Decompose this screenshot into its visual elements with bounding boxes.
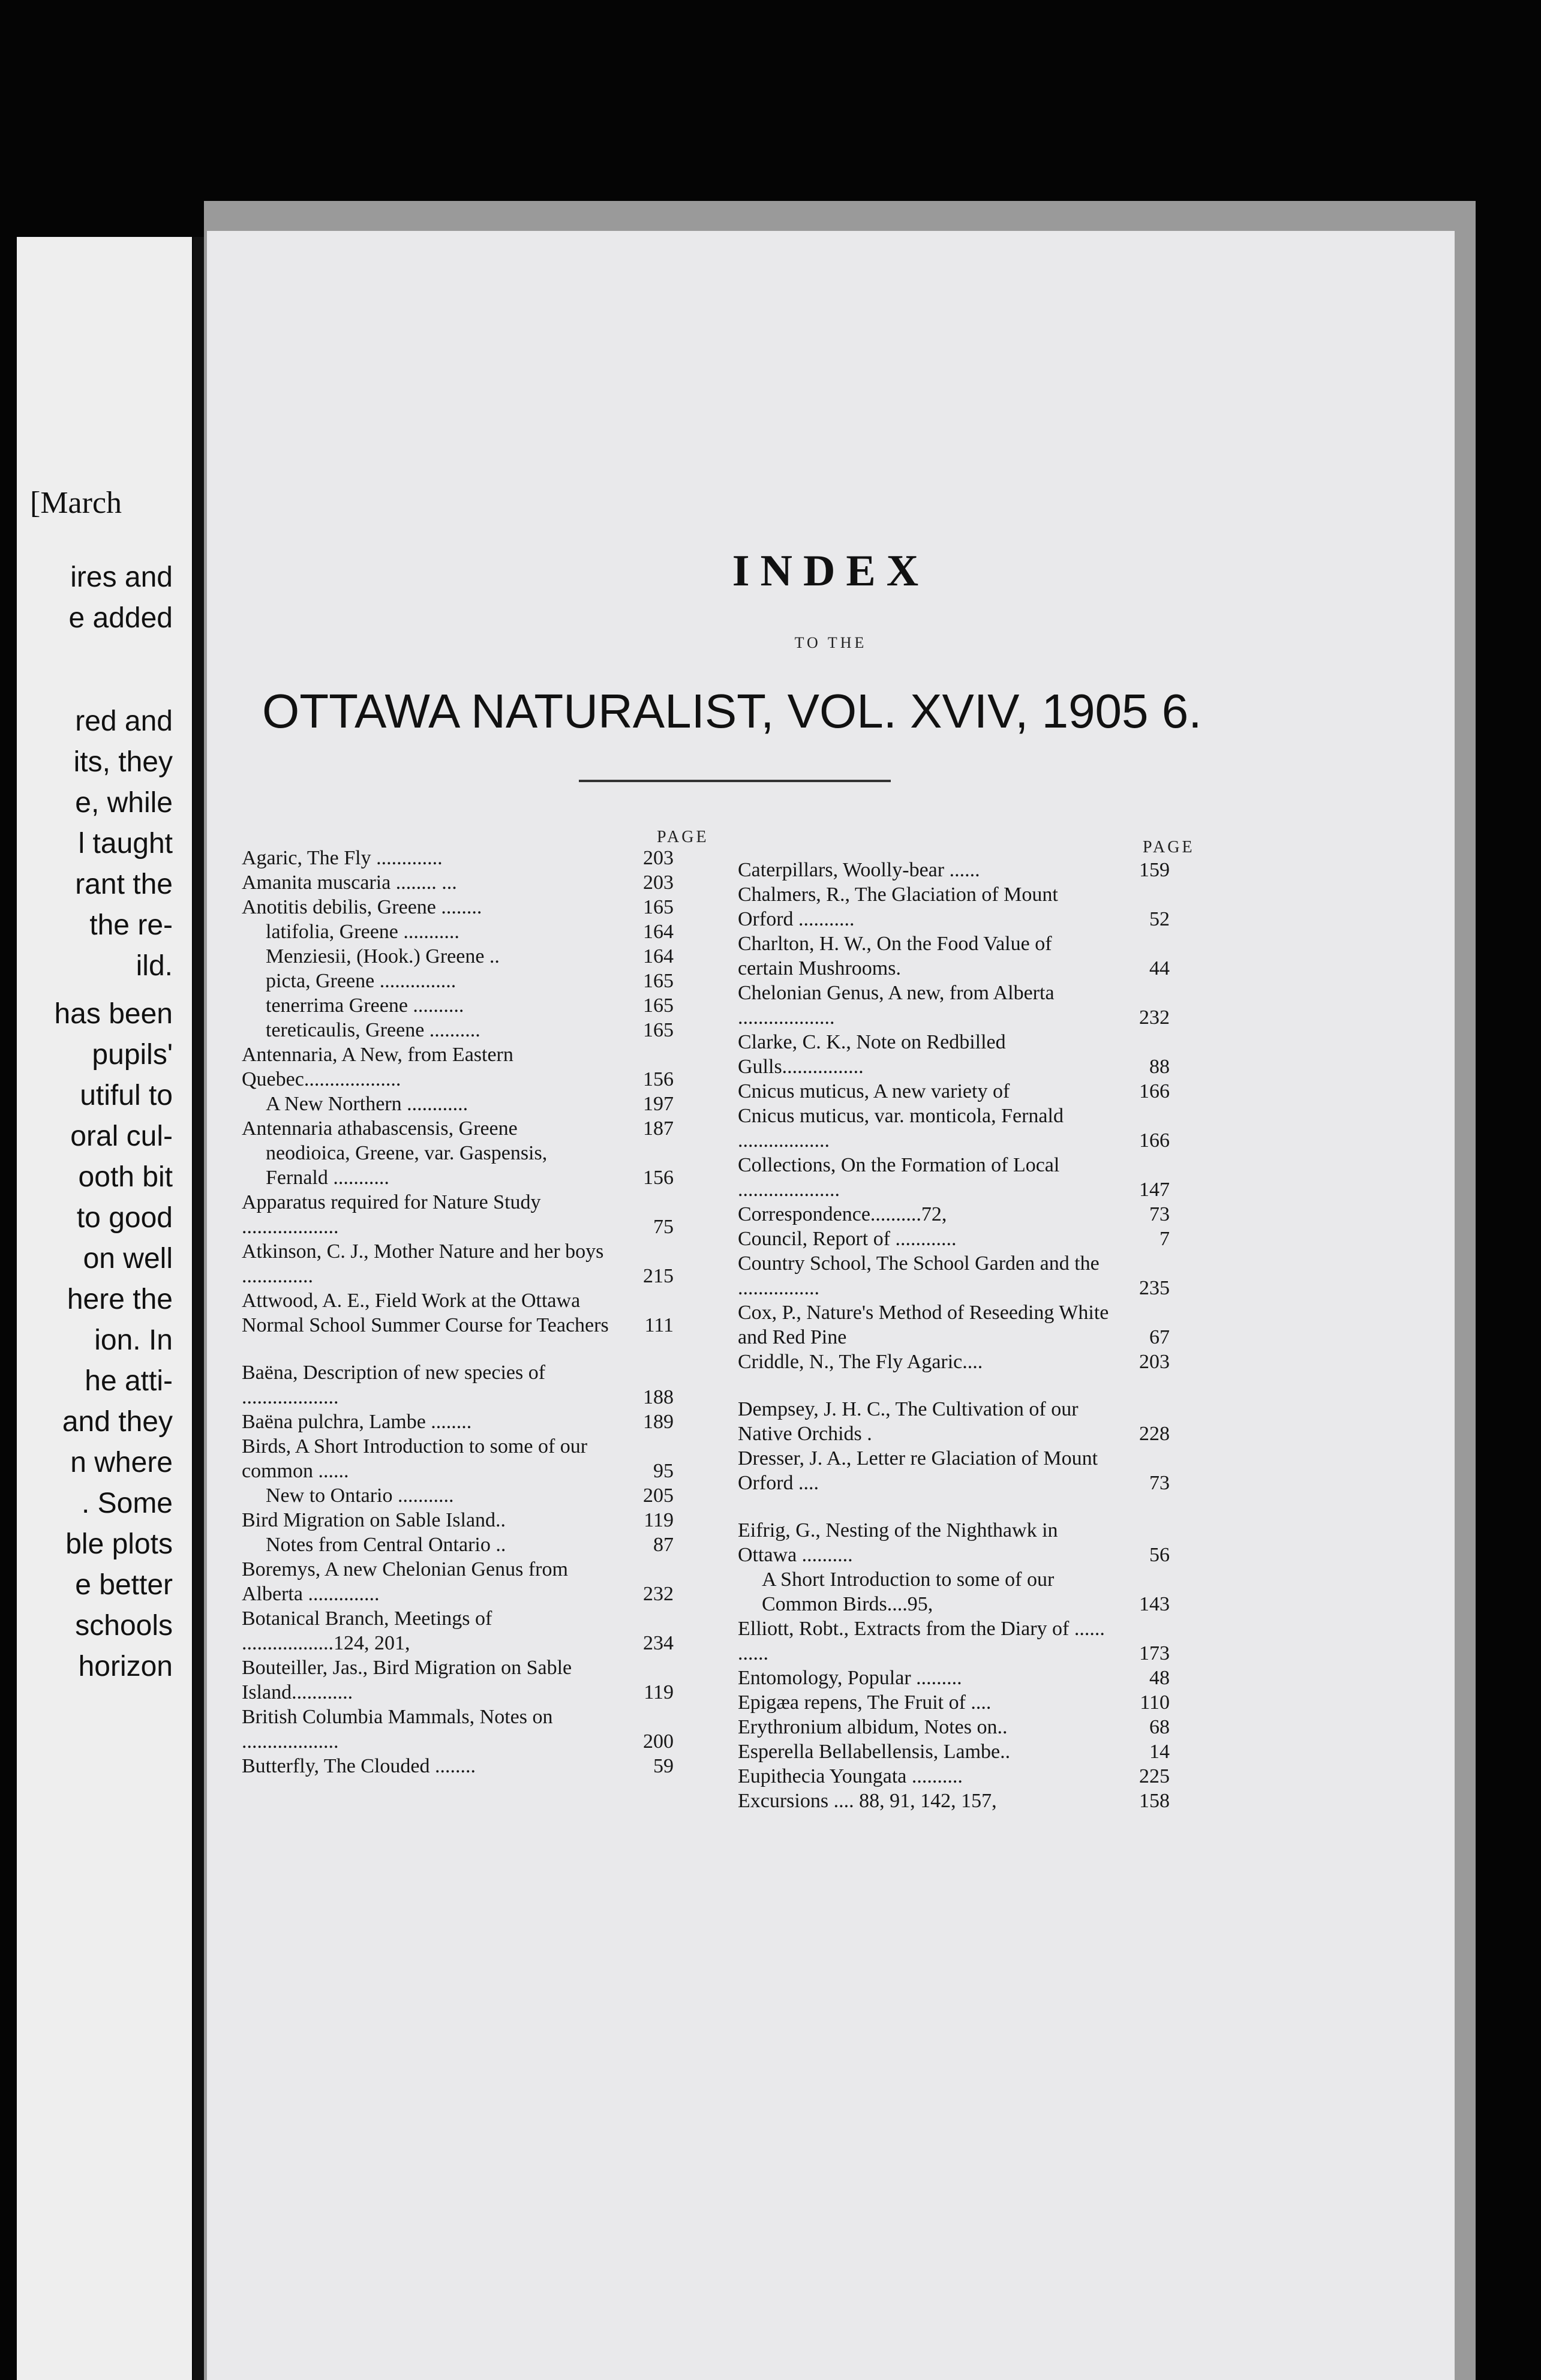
index-entry-page: 119: [644, 1681, 674, 1703]
index-entry-title: Anotitis debilis, Greene ........: [242, 896, 482, 918]
index-entry: [242, 846, 674, 870]
index-entry-title: Correspondence..........72,: [738, 1203, 947, 1225]
facing-page-header: [March: [30, 486, 122, 520]
index-entry: [738, 882, 1170, 931]
index-entry-title: Chelonian Genus, A new, from Alberta ...................: [738, 982, 1055, 1029]
index-entry-title: Butterfly, The Clouded ........: [242, 1755, 476, 1777]
index-entry-title: A Short Introduction to some of our Common Birds....95,: [762, 1568, 1055, 1615]
index-entry-page: 232: [1139, 1006, 1170, 1029]
index-entry: [738, 1030, 1170, 1079]
index-entry: [738, 1739, 1170, 1764]
left-column-page-label: PAGE: [657, 828, 709, 846]
index-entry: [242, 1434, 674, 1483]
index-entry-title: Eupithecia Youngata ..........: [738, 1765, 963, 1787]
facing-page-line: on well: [83, 1243, 173, 1275]
index-entry: [242, 1288, 674, 1338]
index-entry-page: 228: [1139, 1423, 1170, 1445]
index-entry-page: 52: [1149, 908, 1170, 930]
index-entry-page: 119: [644, 1509, 674, 1531]
facing-page-line: pupils': [92, 1039, 173, 1071]
index-entry-page: 95: [653, 1460, 674, 1482]
index-entry: [242, 1141, 674, 1190]
index-entry-title: Charlton, H. W., On the Food Value of certain Mushrooms.: [738, 933, 1052, 979]
index-entry-page: 166: [1139, 1080, 1170, 1102]
index-entry-title: Bird Migration on Sable Island..: [242, 1509, 506, 1531]
index-entry-page: 165: [643, 970, 674, 992]
facing-page-line: ion. In: [94, 1324, 173, 1356]
index-entry-title: Boremys, A new Chelonian Genus from Alberta ..............: [242, 1558, 568, 1605]
index-entry: [242, 1705, 674, 1754]
index-entry: [738, 858, 1170, 882]
index-entry: [738, 1789, 1170, 1813]
index-entry-page: 165: [643, 896, 674, 918]
index-entry-page: 88: [1149, 1056, 1170, 1078]
index-entry: [738, 1251, 1170, 1300]
index-entry-page: 164: [643, 945, 674, 967]
index-entry-page: 235: [1139, 1277, 1170, 1299]
index-entry-title: British Columbia Mammals, Notes on ...................: [242, 1706, 553, 1753]
index-entry-page: 203: [643, 872, 674, 894]
index-entry: [738, 1104, 1170, 1153]
facing-page-line: red and: [75, 705, 173, 737]
index-entry: [242, 1360, 674, 1410]
facing-page-line: its, they: [73, 746, 173, 778]
index-entry-title: Baëna pulchra, Lambe ........: [242, 1411, 472, 1433]
index-entry-title: Cnicus muticus, var. monticola, Fernald ..................: [738, 1105, 1064, 1152]
index-entry-title: Amanita muscaria ........ ...: [242, 872, 457, 894]
facing-page-line: the re-: [89, 909, 173, 941]
index-entry-page: 197: [643, 1093, 674, 1115]
index-entry-title: Botanical Branch, Meetings of ..................124, 201,: [242, 1607, 492, 1654]
index-entry-page: 225: [1139, 1765, 1170, 1787]
facing-page-line: n where: [70, 1447, 173, 1479]
index-entry-title: Eifrig, G., Nesting of the Nighthawk in Ottawa ..........: [738, 1519, 1058, 1566]
index-entry-page: 73: [1149, 1203, 1170, 1225]
index-entry: [242, 1606, 674, 1655]
facing-page-line: horizon: [78, 1651, 173, 1682]
index-entry: [242, 1190, 674, 1239]
index-entry: [738, 1153, 1170, 1202]
index-entry: [242, 993, 674, 1018]
page-title: INDEX: [732, 546, 930, 596]
page-gutter: [193, 237, 204, 2380]
index-entry: [242, 895, 674, 919]
index-entry-title: Birds, A Short Introduction to some of our common ......: [242, 1435, 588, 1482]
index-entry-title: tenerrima Greene ..........: [266, 994, 464, 1017]
index-entry-title: Cnicus muticus, A new variety of: [738, 1080, 1010, 1102]
index-entry-page: 75: [653, 1216, 674, 1238]
index-entry-title: Cox, P., Nature's Method of Reseeding White and Red Pine: [738, 1302, 1109, 1348]
index-entry-title: Erythronium albidum, Notes on..: [738, 1716, 1008, 1738]
index-entry-title: Dempsey, J. H. C., The Cultivation of our Native Orchids .: [738, 1398, 1079, 1445]
index-entry-title: Notes from Central Ontario ..: [266, 1534, 506, 1556]
index-entry: [738, 1202, 1170, 1227]
index-entry-title: Agaric, The Fly .............: [242, 847, 443, 869]
index-entry: [242, 1092, 674, 1116]
index-entry: [738, 931, 1170, 981]
index-entry: [738, 1764, 1170, 1789]
index-entry: [242, 870, 674, 895]
facing-page-line: rant the: [75, 869, 173, 900]
index-entry-title: Elliott, Robt., Extracts from the Diary of ...... ......: [738, 1618, 1105, 1664]
facing-page-line: ires and: [70, 561, 173, 593]
index-entry: [738, 1079, 1170, 1104]
index-entry-page: 189: [643, 1411, 674, 1433]
index-column-left: [242, 846, 674, 1778]
index-entry-title: Caterpillars, Woolly-bear ......: [738, 859, 980, 881]
index-entry: [738, 1715, 1170, 1739]
facing-page-line: oral cul-: [70, 1120, 173, 1152]
index-entry-title: New to Ontario ...........: [266, 1485, 454, 1507]
index-entry: [242, 1042, 674, 1092]
facing-page-line: e added: [68, 602, 173, 634]
index-entry-title: Collections, On the Formation of Local ....................: [738, 1154, 1060, 1201]
index-entry-page: 188: [643, 1386, 674, 1408]
facing-page-line: . Some: [81, 1488, 173, 1519]
index-entry-title: Atkinson, C. J., Mother Nature and her boys ..............: [242, 1240, 604, 1287]
index-column-right: [738, 858, 1170, 1813]
facing-page-line: utiful to: [80, 1080, 173, 1111]
index-entry-page: 87: [653, 1534, 674, 1556]
facing-page-fragment: [17, 237, 192, 2380]
index-entry: [242, 1754, 674, 1778]
index-entry: [738, 1350, 1170, 1374]
index-entry-title: picta, Greene ...............: [266, 970, 456, 992]
index-entry-title: Excursions .... 88, 91, 142, 157,: [738, 1790, 997, 1812]
index-entry-page: 159: [1139, 859, 1170, 881]
index-entry-page: 67: [1149, 1326, 1170, 1348]
index-entry-title: Council, Report of ............: [738, 1228, 957, 1250]
facing-page-line: ble plots: [65, 1528, 173, 1560]
index-entry-page: 56: [1149, 1544, 1170, 1566]
index-entry: [738, 1567, 1170, 1616]
index-entry-page: 14: [1149, 1741, 1170, 1763]
index-entry-page: 215: [643, 1265, 674, 1287]
index-entry: [242, 1483, 674, 1508]
index-entry: [738, 1446, 1170, 1495]
index-entry-page: 187: [643, 1117, 674, 1140]
index-entry-page: 68: [1149, 1716, 1170, 1738]
index-entry-title: Dresser, J. A., Letter re Glaciation of Mount Orford ....: [738, 1447, 1098, 1494]
index-entry-title: Menziesii, (Hook.) Greene ..: [266, 945, 500, 967]
index-entry: [242, 1018, 674, 1042]
index-entry-page: 232: [643, 1583, 674, 1605]
index-entry-page: 110: [1140, 1691, 1170, 1714]
index-entry: [242, 919, 674, 944]
index-entry: [738, 981, 1170, 1030]
index-entry: [242, 1557, 674, 1606]
index-entry-title: A New Northern ............: [266, 1093, 468, 1115]
index-entry-title: Criddle, N., The Fly Agaric....: [738, 1351, 983, 1373]
index-entry-page: 165: [643, 1019, 674, 1041]
index-entry-title: Apparatus required for Nature Study ...................: [242, 1191, 541, 1238]
facing-page-line: he atti-: [85, 1365, 173, 1397]
facing-page-line: to good: [76, 1202, 173, 1234]
index-entry-page: 165: [643, 994, 674, 1017]
facing-page-line: l taught: [78, 828, 173, 860]
index-entry-page: 156: [643, 1167, 674, 1189]
index-page: [207, 231, 1455, 2380]
facing-page-line: e better: [75, 1569, 173, 1601]
index-entry-title: Bouteiller, Jas., Bird Migration on Sable Island............: [242, 1657, 572, 1703]
index-entry: [738, 1616, 1170, 1666]
index-entry-title: Baëna, Description of new species of ...................: [242, 1362, 546, 1408]
index-entry-title: Antennaria athabascensis, Greene: [242, 1117, 518, 1140]
index-entry-page: 203: [1139, 1351, 1170, 1373]
facing-page-line: has been: [54, 998, 173, 1030]
index-entry: [242, 1655, 674, 1705]
index-entry-title: Country School, The School Garden and the ................: [738, 1252, 1100, 1299]
index-entry-page: 203: [643, 847, 674, 869]
facing-page-line: e, while: [75, 787, 173, 819]
index-entry-title: tereticaulis, Greene ..........: [266, 1019, 480, 1041]
index-entry: [738, 1300, 1170, 1350]
index-entry-page: 164: [643, 921, 674, 943]
index-entry-page: 158: [1139, 1790, 1170, 1812]
facing-page-line: schools: [75, 1610, 173, 1642]
index-entry-title: Entomology, Popular .........: [738, 1667, 962, 1689]
facing-page-line: ild.: [136, 950, 173, 982]
index-entry-page: 44: [1149, 957, 1170, 979]
index-entry-page: 7: [1159, 1228, 1170, 1250]
index-entry: [242, 1508, 674, 1532]
index-entry-page: 147: [1139, 1179, 1170, 1201]
index-entry: [738, 1397, 1170, 1446]
index-entry-page: 234: [643, 1632, 674, 1654]
index-entry-page: 111: [644, 1314, 674, 1336]
index-entry-title: Antennaria, A New, from Eastern Quebec...................: [242, 1044, 513, 1090]
journal-title: OTTAWA NATURALIST, VOL. XVIV, 1905 6.: [262, 684, 1202, 738]
page-subtitle: TO THE: [794, 634, 867, 651]
index-entry-page: 166: [1139, 1129, 1170, 1152]
index-entry: [738, 1227, 1170, 1251]
index-entry-page: 59: [653, 1755, 674, 1777]
index-entry-page: 200: [643, 1730, 674, 1753]
title-divider: [579, 780, 891, 782]
index-entry-title: Epigæa repens, The Fruit of ....: [738, 1691, 992, 1714]
index-entry-title: Esperella Bellabellensis, Lambe..: [738, 1741, 1011, 1763]
index-entry-title: neodioica, Greene, var. Gaspensis, Fernald ...........: [266, 1142, 548, 1189]
index-entry-page: 173: [1139, 1642, 1170, 1664]
index-entry: [242, 969, 674, 993]
index-entry-page: 143: [1139, 1593, 1170, 1615]
index-entry-title: Attwood, A. E., Field Work at the Ottawa Normal School Summer Course for Teachers: [242, 1290, 609, 1336]
index-entry: [242, 1532, 674, 1557]
facing-page-line: here the: [67, 1284, 173, 1315]
index-entry: [242, 1116, 674, 1141]
index-entry-page: 73: [1149, 1472, 1170, 1494]
index-entry: [242, 1239, 674, 1288]
index-entry: [738, 1666, 1170, 1690]
index-entry: [738, 1690, 1170, 1715]
index-entry-page: 48: [1149, 1667, 1170, 1689]
index-entry-title: Clarke, C. K., Note on Redbilled Gulls................: [738, 1031, 1006, 1078]
index-entry-page: 205: [643, 1485, 674, 1507]
facing-page-line: and they: [62, 1406, 173, 1438]
right-column-page-label: PAGE: [1143, 838, 1195, 857]
facing-page-line: ooth bit: [78, 1161, 173, 1193]
index-entry: [242, 944, 674, 969]
index-entry: [242, 1410, 674, 1434]
index-entry-title: latifolia, Greene ...........: [266, 921, 459, 943]
index-entry: [738, 1518, 1170, 1567]
index-entry-title: Chalmers, R., The Glaciation of Mount Orford ...........: [738, 884, 1058, 930]
index-entry-page: 156: [643, 1068, 674, 1090]
